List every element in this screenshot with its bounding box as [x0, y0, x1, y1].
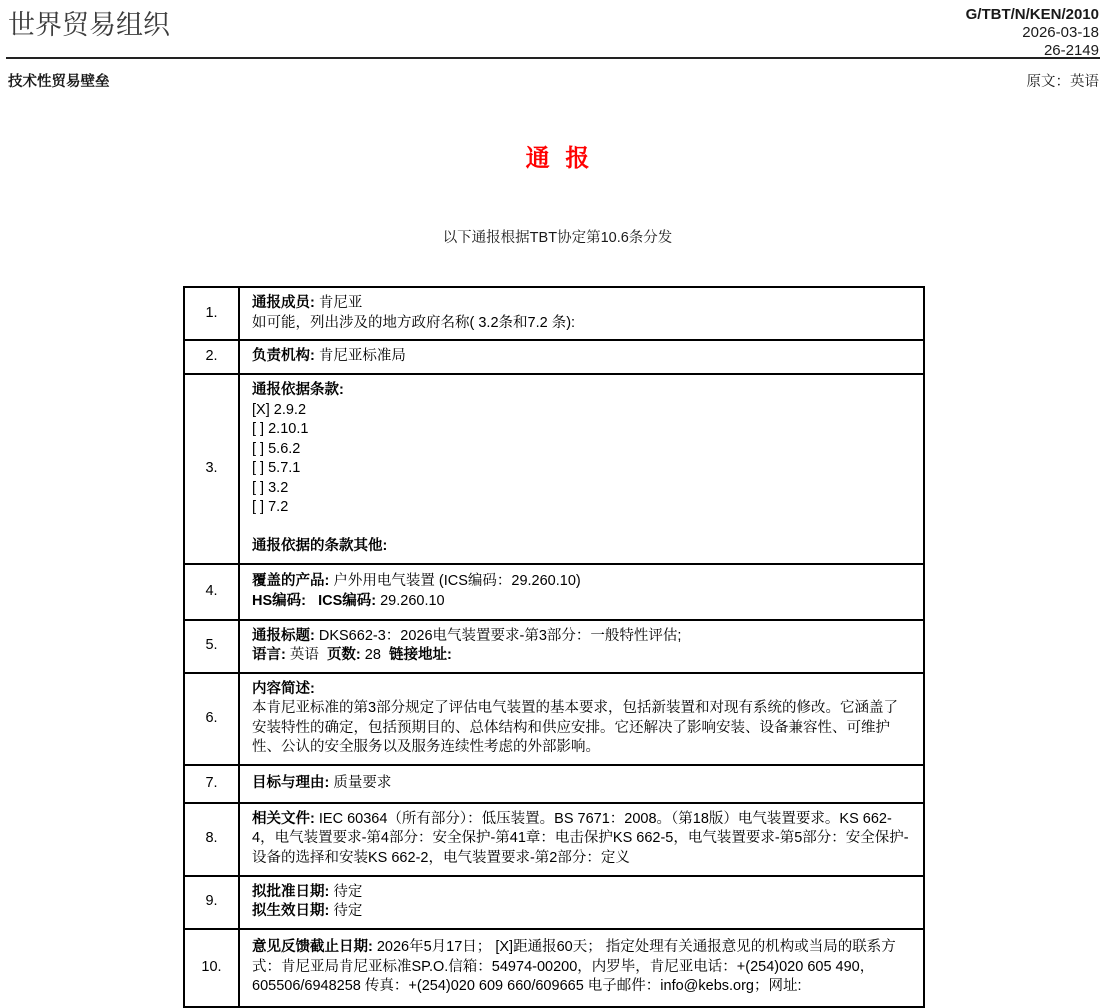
- field-value: 肯尼亚: [314, 295, 363, 311]
- table-row: [184, 673, 924, 765]
- field-label: 语言:: [252, 647, 286, 663]
- field-value: [ ] 2.10.1: [252, 421, 309, 437]
- field-value: [ ] 5.7.1: [252, 460, 301, 476]
- field-value: DKS662-3：2026电气装置要求-第3部分：一般特性评估;: [314, 627, 682, 644]
- text-line: [252, 479, 909, 499]
- section-title: 技术性贸易壁垒: [8, 74, 110, 90]
- row-content-cell: [239, 620, 924, 673]
- field-label: 覆盖的产品:: [252, 573, 330, 589]
- text-line: [252, 572, 909, 592]
- text-line: [252, 537, 909, 557]
- text-line: [252, 401, 909, 421]
- field-label: HS编码:: [252, 592, 306, 609]
- row-number-cell: 1.: [184, 287, 239, 340]
- row-content-cell: [239, 564, 924, 620]
- field-value: 肯尼亚标准局: [314, 348, 406, 365]
- row-number-cell: 2.: [184, 340, 239, 374]
- field-value: 待定: [329, 883, 363, 900]
- distribution-note: 以下通报根据TBT协定第10.6条分发: [442, 230, 673, 246]
- field-label: 内容简述:: [252, 680, 315, 697]
- doc-number: G/TBT/N/KEN/2010: [965, 6, 1099, 23]
- field-value: 如可能，列出涉及的地方政府名称( 3.2条和7.2 条):: [252, 314, 576, 331]
- field-value: 28: [360, 647, 389, 663]
- field-value: 户外用电气装置 (ICS编码：29.260.10): [329, 573, 581, 589]
- field-label: 通报成员:: [252, 295, 315, 311]
- row-content-cell: [239, 374, 924, 564]
- notification-table: [183, 286, 925, 1008]
- text-line: [252, 381, 909, 401]
- table-row: [184, 564, 924, 620]
- row-content-cell: [239, 929, 924, 1007]
- table-row: [184, 620, 924, 673]
- field-value: [X] 2.9.2: [252, 401, 307, 418]
- field-label: 通报标题:: [252, 627, 315, 644]
- field-value: [ ] 3.2: [252, 479, 289, 496]
- row-number-cell: 10.: [184, 929, 239, 1007]
- page-header: [0, 0, 1115, 57]
- text-line: [252, 646, 909, 666]
- row-number-cell: 4.: [184, 564, 239, 620]
- field-label: ICS编码:: [318, 592, 377, 609]
- text-line: [252, 420, 909, 440]
- table-row: [184, 765, 924, 803]
- field-label: 通报依据的条款其他:: [252, 538, 388, 554]
- text-line: [252, 810, 909, 869]
- table-row: [184, 876, 924, 929]
- text-line: [252, 902, 909, 922]
- original-language-label: 原文：英语: [1026, 74, 1099, 90]
- text-line: [252, 518, 909, 538]
- field-value: 待定: [329, 903, 363, 919]
- text-line: [252, 774, 909, 794]
- field-label: 拟批准日期:: [252, 883, 330, 900]
- notice-title: 通 报: [525, 145, 590, 172]
- table-row: [184, 929, 924, 1007]
- field-value: 2026年5月17日； [X]距通报60天； 指定处理有关通报意见的机构或当局的联系方式：肯尼亚局肯尼亚标准SP.O.信箱：54974-00200，内罗毕，肯尼亚电话：+(254)020 605 490，605506/6948258 传真：+(254)020 609 660/609665 电子邮件：info@kebs.org；网址:: [252, 939, 896, 995]
- field-label: 意见反馈截止日期:: [252, 939, 373, 956]
- row-number-cell: 6.: [184, 673, 239, 765]
- row-content-cell: [239, 673, 924, 765]
- field-value: 英语: [285, 647, 327, 663]
- text-line: [252, 592, 909, 612]
- row-number-cell: 8.: [184, 803, 239, 876]
- org-title: 世界贸易组织: [8, 10, 170, 40]
- row-number-cell: 5.: [184, 620, 239, 673]
- field-value: 29.260.10: [376, 592, 445, 609]
- table-row: [184, 287, 924, 340]
- field-label: 负责机构:: [252, 348, 315, 365]
- row-content-cell: [239, 287, 924, 340]
- text-line: [252, 347, 909, 367]
- field-value: [ ] 7.2: [252, 499, 289, 515]
- row-content-cell: [239, 340, 924, 374]
- field-value: IEC 60364（所有部分）：低压装置。BS 7671：2008。（第18版）电气装置要求。KS 662-4，电气装置要求-第4部分：安全保护-第41章：电击保护KS 662-5，电气装置要求-第5部分：安全保护-设备的选择和安装KS 662-2，电气装置要求-第2部分：定义: [252, 810, 909, 866]
- field-value: [306, 593, 318, 609]
- doc-date: 2026-03-18: [1022, 24, 1099, 41]
- text-line: [252, 883, 909, 903]
- doc-ref: 26-2149: [1043, 42, 1099, 59]
- text-line: [252, 938, 909, 997]
- field-value: 质量要求: [329, 774, 392, 791]
- field-label: 链接地址:: [389, 647, 452, 663]
- row-number-cell: 7.: [184, 765, 239, 803]
- table-row: [184, 803, 924, 876]
- field-value: 本肯尼亚标准的第3部分规定了评估电气装置的基本要求，包括新装置和对现有系统的修改。它涵盖了安装特性的确定，包括预期目的、总体结构和供应安排。它还解决了影响安装、设备兼容性、可维护性、公认的安全服务以及服务连续性考虑的外部影响。: [252, 700, 899, 755]
- text-line: [252, 314, 909, 334]
- table-row: [184, 340, 924, 374]
- field-label: 目标与理由:: [252, 774, 330, 791]
- row-content-cell: [239, 803, 924, 876]
- row-number-cell: 9.: [184, 876, 239, 929]
- field-label: 页数:: [326, 647, 361, 663]
- notification-table-body: [184, 287, 924, 1007]
- text-line: [252, 440, 909, 460]
- field-label: 通报依据条款:: [252, 382, 344, 398]
- row-content-cell: [239, 765, 924, 803]
- table-row: [184, 374, 924, 564]
- text-line: [252, 498, 909, 518]
- text-line: [252, 699, 909, 758]
- row-content-cell: [239, 876, 924, 929]
- header-subrow: [0, 59, 1115, 91]
- text-line: [252, 627, 909, 647]
- field-label: 拟生效日期:: [252, 903, 330, 919]
- text-line: [252, 680, 909, 700]
- text-line: [252, 459, 909, 479]
- text-line: [252, 294, 909, 314]
- doc-id-block: [966, 6, 1099, 60]
- field-value: [ ] 5.6.2: [252, 440, 301, 457]
- field-label: 相关文件:: [252, 810, 315, 827]
- row-number-cell: 3.: [184, 374, 239, 564]
